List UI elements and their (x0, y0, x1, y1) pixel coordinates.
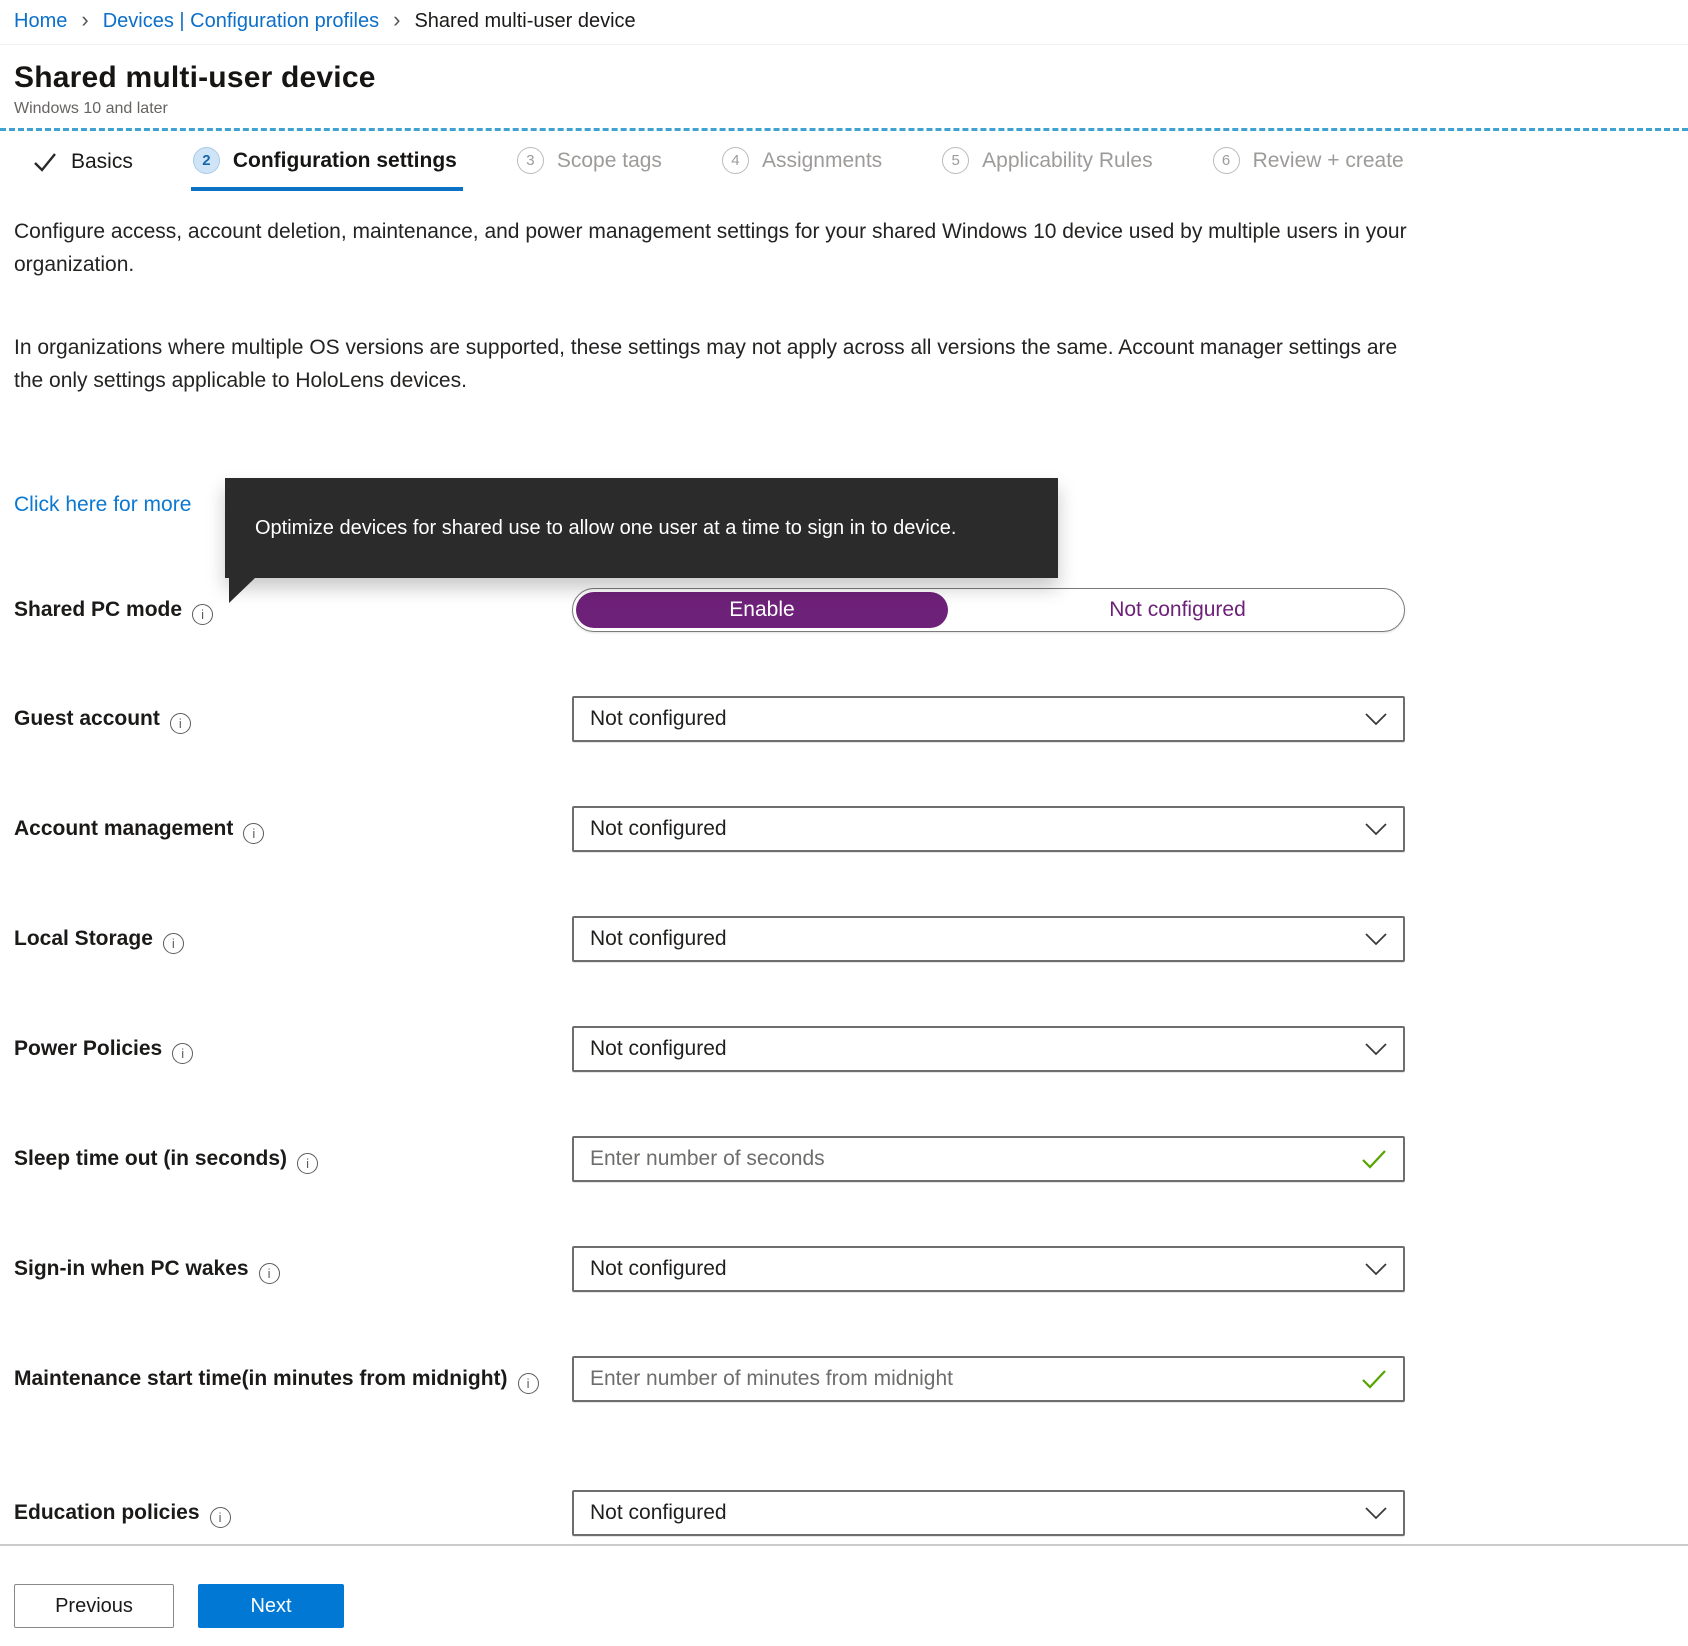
tab-applicability-rules[interactable] (940, 145, 1158, 191)
maintenance-start-time-field (572, 1356, 1405, 1402)
sleep-time-out-label (14, 1144, 572, 1175)
label-text: Local Storage (14, 926, 153, 950)
account-management-label (14, 814, 572, 845)
info-icon[interactable]: i (297, 1153, 318, 1174)
sleep-time-out-input[interactable] (590, 1147, 1351, 1171)
power-policies-label (14, 1034, 572, 1065)
step-number-badge: 2 (193, 147, 220, 174)
setting-row-power-policies (14, 1026, 1674, 1072)
setting-row-education-policies (14, 1490, 1674, 1536)
step-number-badge: 6 (1213, 147, 1240, 174)
step-number-badge: 4 (722, 147, 749, 174)
sign-in-when-pc-wakes-dropdown[interactable] (572, 1246, 1405, 1292)
label-text: Sign-in when PC wakes (14, 1256, 249, 1280)
chevron-down-icon (1365, 1507, 1387, 1520)
label-text: Account management (14, 816, 234, 840)
local-storage-dropdown[interactable] (572, 916, 1405, 962)
info-icon[interactable]: i (243, 823, 264, 844)
local-storage-label (14, 924, 572, 955)
label-text: Power Policies (14, 1036, 163, 1060)
dropdown-value: Not configured (590, 1257, 727, 1280)
shared-pc-mode-tooltip (225, 478, 1058, 578)
tab-scope-tags[interactable] (515, 145, 668, 191)
tab-label: Applicability Rules (982, 148, 1153, 172)
toggle-option-enable[interactable]: Enable (576, 592, 948, 628)
dropdown-value: Not configured (590, 1037, 727, 1060)
settings-form (14, 588, 1674, 1536)
valid-check-icon (1361, 1149, 1387, 1169)
maintenance-start-time-label (14, 1364, 572, 1395)
chevron-down-icon (1365, 1043, 1387, 1056)
label-text: Sleep time out (in seconds) (14, 1146, 288, 1170)
step-number-badge: 5 (942, 147, 969, 174)
breadcrumb-configuration-profiles-link[interactable]: Devices | Configuration profiles (102, 10, 380, 32)
tab-configuration-settings[interactable] (191, 145, 463, 191)
chevron-down-icon (1365, 1263, 1387, 1276)
intro-paragraph-2: In organizations where multiple OS versions are supported, these settings may not apply across all versions the same. Account manager settings are the only settings applicable to HoloLens devices. (14, 336, 1398, 392)
tab-label: Review + create (1252, 148, 1404, 172)
label-text: Education policies (14, 1500, 200, 1524)
more-info-row (14, 493, 1674, 539)
sleep-time-out-field (572, 1136, 1405, 1182)
more-info-link[interactable]: Click here for more (14, 493, 192, 516)
setting-row-guest-account (14, 696, 1674, 742)
tooltip-text: Optimize devices for shared use to allow one user at a time to sign in to device. (255, 516, 957, 539)
tab-label: Configuration settings (232, 148, 457, 172)
tab-label: Scope tags (556, 148, 662, 172)
wizard-footer (0, 1546, 1688, 1644)
previous-button[interactable]: Previous (14, 1584, 174, 1628)
setting-row-sleep-time-out (14, 1136, 1674, 1182)
info-icon[interactable]: i (192, 604, 213, 625)
breadcrumb-chevron-icon: › (393, 7, 401, 32)
info-icon[interactable]: i (170, 713, 191, 734)
step-number-badge: 3 (517, 147, 544, 174)
intro-paragraph-1: Configure access, account deletion, maintenance, and power management settings for your shared Windows 10 device used by multiple users in your organization. (14, 220, 1407, 276)
dropdown-value: Not configured (590, 927, 727, 950)
setting-row-sign-in-when-pc-wakes (14, 1246, 1674, 1292)
toggle-option-not-configured[interactable]: Not configured (1109, 598, 1246, 621)
label-text: Maintenance start time(in minutes from midnight) (14, 1366, 508, 1390)
breadcrumb (0, 0, 1688, 45)
info-icon[interactable]: i (172, 1043, 193, 1064)
guest-account-dropdown[interactable] (572, 696, 1405, 742)
info-icon[interactable]: i (259, 1263, 280, 1284)
education-policies-label (14, 1498, 572, 1529)
maintenance-start-time-input[interactable] (590, 1367, 1351, 1391)
page-title: Shared multi-user device (14, 61, 376, 94)
label-text: Guest account (14, 706, 160, 730)
page-header (0, 45, 1688, 131)
tab-label: Assignments (761, 148, 883, 172)
completed-check-icon (32, 150, 58, 174)
setting-row-maintenance-start-time (14, 1356, 1674, 1402)
setting-row-local-storage (14, 916, 1674, 962)
sign-in-when-pc-wakes-label (14, 1254, 572, 1285)
account-management-dropdown[interactable] (572, 806, 1405, 852)
chevron-down-icon (1365, 823, 1387, 836)
shared-pc-mode-toggle (572, 588, 1405, 632)
shared-pc-mode-label (14, 595, 572, 626)
dropdown-value: Not configured (590, 1501, 727, 1524)
breadcrumb-chevron-icon: › (81, 7, 89, 32)
info-icon[interactable]: i (163, 933, 184, 954)
dropdown-value: Not configured (590, 707, 727, 730)
breadcrumb-current-page: Shared multi-user device (414, 10, 636, 32)
education-policies-dropdown[interactable] (572, 1490, 1405, 1536)
tab-label: Basics (71, 150, 133, 173)
wizard-steps (0, 131, 1688, 191)
info-icon[interactable]: i (210, 1507, 231, 1528)
tab-review-create[interactable] (1211, 145, 1410, 191)
valid-check-icon (1361, 1369, 1387, 1389)
next-button[interactable]: Next (198, 1584, 344, 1628)
info-icon[interactable]: i (518, 1373, 539, 1394)
guest-account-label (14, 704, 572, 735)
power-policies-dropdown[interactable] (572, 1026, 1405, 1072)
tab-assignments[interactable] (720, 145, 888, 191)
dropdown-value: Not configured (590, 817, 727, 840)
chevron-down-icon (1365, 933, 1387, 946)
page-subtitle: Windows 10 and later (14, 100, 168, 117)
chevron-down-icon (1365, 713, 1387, 726)
configuration-settings-panel (0, 215, 1688, 1536)
tab-basics[interactable] (30, 148, 139, 191)
setting-row-shared-pc-mode (14, 588, 1674, 632)
setting-row-account-management (14, 806, 1674, 852)
label-text: Shared PC mode (14, 597, 183, 621)
breadcrumb-home-link[interactable]: Home (14, 10, 68, 32)
